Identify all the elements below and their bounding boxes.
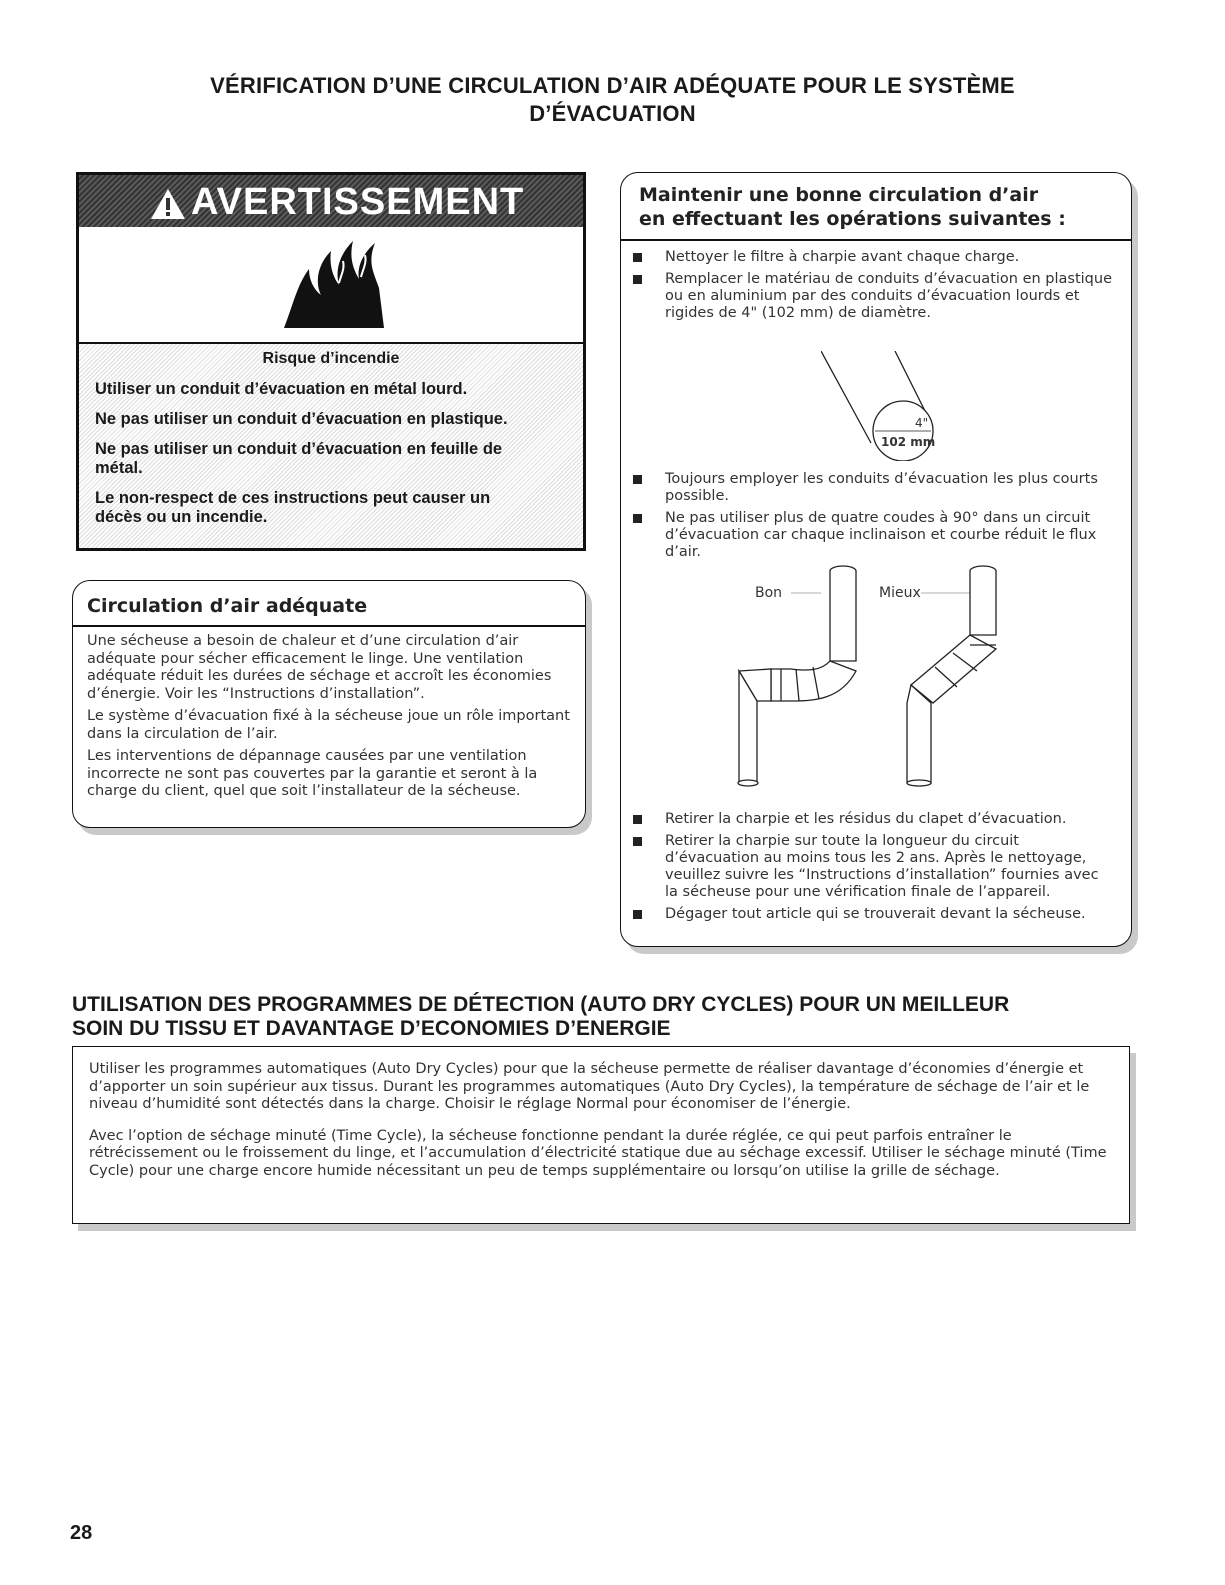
fire-icon <box>279 233 389 333</box>
duct-diameter-mm: 102 mm <box>881 435 936 449</box>
warning-box <box>76 172 586 551</box>
paragraph: Une sécheuse a besoin de chaleur et d’une circulation d’air adéquate pour sécher efficacement le linge. Une ventilation adéquate réduit les durées de séchage et accroît les économies d’énergie. Voir les “Instructions d’installation”. <box>87 633 552 702</box>
square-bullet-icon <box>633 910 642 919</box>
warning-line: Ne pas utiliser un conduit d’évacuation en plastique. <box>95 410 508 428</box>
adequate-circulation-text <box>87 633 575 806</box>
maintain-title-line2: en effectuant les opérations suivantes : <box>639 208 1066 230</box>
risk-heading: Risque d’incendie <box>262 350 400 367</box>
square-bullet-icon <box>633 514 642 523</box>
page-title <box>60 72 1165 128</box>
paragraph: Avec l’option de séchage minuté (Time Cycle), la sécheuse fonctionne pendant la durée réglée, ce qui peut parfois entraîner le rétrécissement ou le froissement du linge, et l’accumulation d’électricité statique due au séchage excessif. Utiliser le séchage minuté (Time Cycle) pour une charge encore humide nécessitant un peu de temps supplémentaire ou lorsqu’on utilise la grille de séchage. <box>89 1127 1107 1179</box>
paragraph: Le système d’évacuation fixé à la sécheuse joue un rôle important dans la circulation de l’air. <box>87 708 570 742</box>
section-title-auto-dry <box>72 993 1172 1041</box>
maintain-circulation-title <box>639 183 1066 231</box>
warning-line: Utiliser un conduit d’évacuation en métal lourd. <box>95 380 468 398</box>
list-item: Nettoyer le filtre à charpie avant chaque charge. <box>621 249 1113 266</box>
bullet-list-top <box>621 249 1113 327</box>
duct-diameter-inches: 4" <box>915 416 929 430</box>
warning-triangle-icon <box>149 187 187 221</box>
list-item: Dégager tout article qui se trouverait devant la sécheuse. <box>621 906 1113 923</box>
section-title-line2: SOIN DU TISSU ET DAVANTAGE D’ECONOMIES D’ENERGIE <box>72 1017 671 1040</box>
paragraph: Les interventions de dépannage causées par une ventilation incorrecte ne sont pas couvertes par la garantie et seront à la charge du client, quel que soit l’installateur de la sécheuse. <box>87 748 538 799</box>
page-title-line1: VÉRIFICATION D’UNE CIRCULATION D’AIR ADÉQUATE POUR LE SYSTÈME <box>210 73 1015 98</box>
list-item: Remplacer le matériau de conduits d’évacuation en plastique ou en aluminium par des conduits d’évacuation lourds et rigides de 4" (102 mm) de diamètre. <box>621 271 1113 322</box>
warning-line: Ne pas utiliser un conduit d’évacuation en feuille de métal. <box>95 440 503 477</box>
duct-elbow-illustration <box>721 561 1031 791</box>
maintain-title-line1: Maintenir une bonne circulation d’air <box>639 184 1039 206</box>
page-title-line2: D’ÉVACUATION <box>529 101 696 126</box>
paragraph: Utiliser les programmes automatiques (Auto Dry Cycles) pour que la sécheuse permette de réaliser davantage d’économies d’énergie et d’apporter un soin supérieur aux tissus. Durant les programmes automatiques (Auto Dry Cycles), la température de séchage de l’air et le niveau d’humidité sont détectés dans la charge. Choisir le réglage Normal pour économiser de l’énergie. <box>89 1061 1090 1112</box>
maintain-circulation-panel <box>620 172 1132 947</box>
section-title-line1: UTILISATION DES PROGRAMMES DE DÉTECTION (AUTO DRY CYCLES) POUR UN MEILLEUR <box>72 993 1010 1016</box>
adequate-circulation-panel <box>72 580 586 828</box>
square-bullet-icon <box>633 253 642 262</box>
auto-dry-text <box>89 1061 1109 1185</box>
divider <box>621 239 1131 241</box>
warning-header-text: AVERTISSEMENT <box>191 181 525 223</box>
warning-line: Le non-respect de ces instructions peut causer un décès ou un incendie. <box>95 489 491 526</box>
bullet-list-mid <box>621 471 1113 566</box>
list-item: Retirer la charpie sur toute la longueur du circuit d’évacuation au moins tous les 2 ans. Après le nettoyage, veuillez suivre les “Instructions d’installation” fournies avec la sécheuse pour une vérification finale de l’appareil. <box>621 833 1113 901</box>
page-number: 28 <box>70 1522 93 1544</box>
list-item: Retirer la charpie et les résidus du clapet d’évacuation. <box>621 811 1113 828</box>
list-item: Toujours employer les conduits d’évacuation les plus courts possible. <box>621 471 1113 505</box>
divider <box>73 625 585 627</box>
square-bullet-icon <box>633 275 642 284</box>
square-bullet-icon <box>633 815 642 824</box>
warning-header <box>79 175 583 227</box>
label-good: Bon <box>755 585 783 601</box>
adequate-circulation-title: Circulation d’air adéquate <box>87 595 368 617</box>
label-better: Mieux <box>879 585 921 601</box>
list-item: Ne pas utiliser plus de quatre coudes à 90° dans un circuit d’évacuation car chaque inclinaison et courbe réduit le flux d’air. <box>621 510 1113 561</box>
square-bullet-icon <box>633 475 642 484</box>
square-bullet-icon <box>633 837 642 846</box>
auto-dry-box <box>72 1046 1130 1224</box>
bullet-list-bottom <box>621 811 1113 928</box>
warning-body <box>95 350 567 538</box>
fire-icon-area <box>79 227 583 344</box>
